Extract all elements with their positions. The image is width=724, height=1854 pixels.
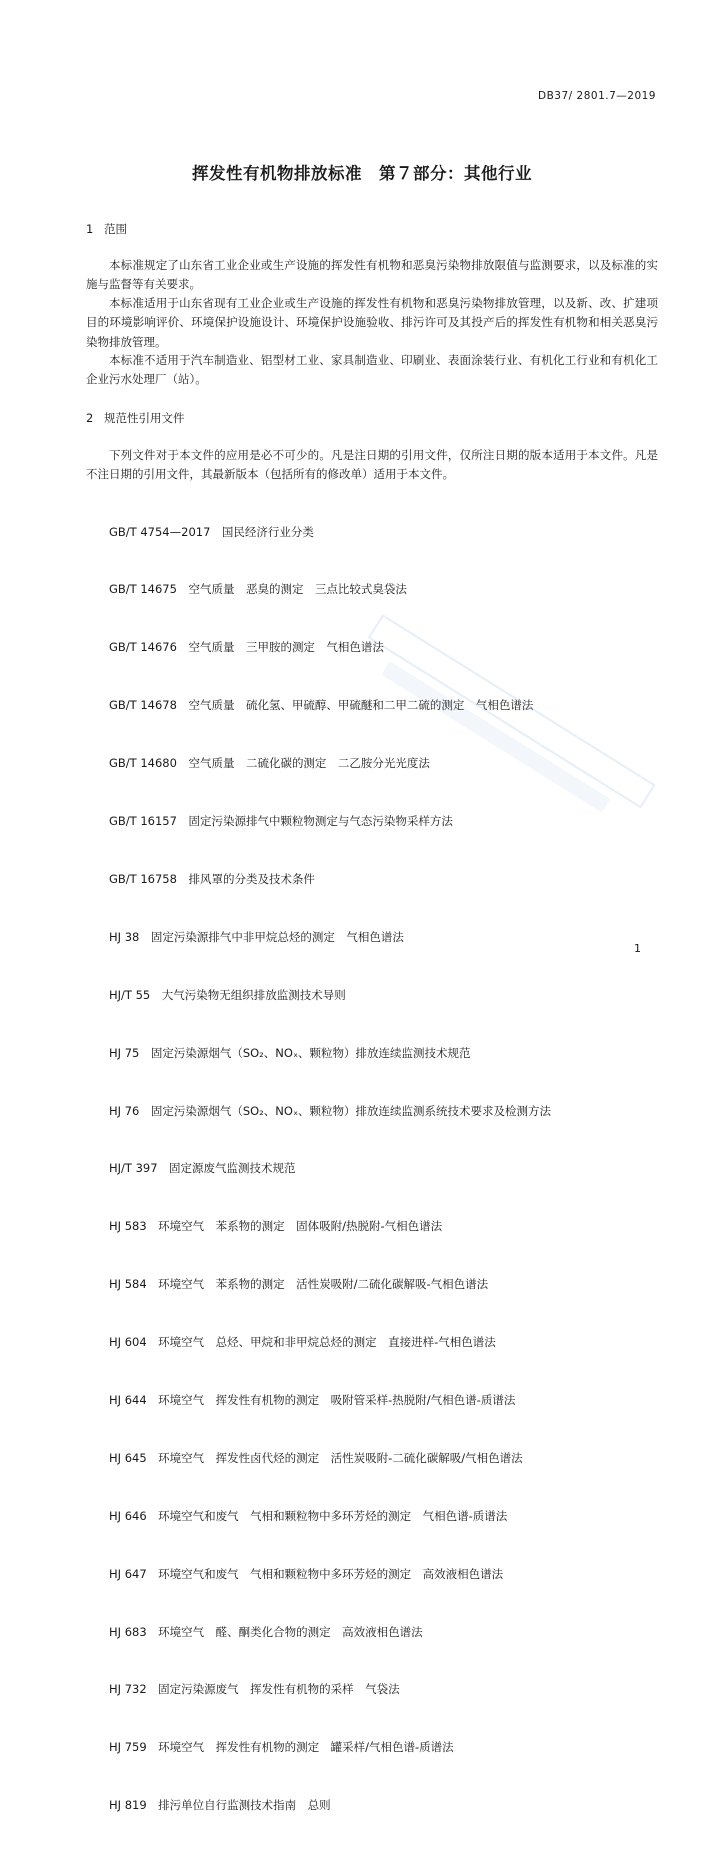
reference-item: HJ/T 397 固定源废气监测技术规范 [109, 1161, 296, 1176]
reference-item: GB/T 4754—2017 国民经济行业分类 [109, 524, 314, 539]
paragraph: 本标准适用于山东省现有工业企业或生产设施的挥发性有机物和恶臭污染物排放管理，以及新、改、扩建项目的环境影响评价、环境保护设施设计、环境保护设施验收、排污许可及其投产后的挥发性有机物和相关恶臭污染物排放管理。 [86, 296, 658, 349]
reference-item: HJ 75 固定污染源烟气（SO₂、NOₓ、颗粒物）排放连续监测技术规范 [109, 1045, 471, 1060]
reference-item: GB/T 16758 排风罩的分类及技术条件 [109, 871, 315, 886]
section-number: 1 [86, 222, 94, 236]
reference-item: HJ 583 环境空气 苯系物的测定 固体吸附/热脱附-气相色谱法 [109, 1219, 443, 1234]
reference-item: HJ 646 环境空气和废气 气相和颗粒物中多环芳烃的测定 气相色谱-质谱法 [109, 1508, 508, 1523]
reference-item: HJ 647 环境空气和废气 气相和颗粒物中多环芳烃的测定 高效液相色谱法 [109, 1566, 504, 1581]
reference-item: HJ 645 环境空气 挥发性卤代烃的测定 活性炭吸附-二硫化碳解吸/气相色谱法 [109, 1450, 523, 1465]
reference-item: GB/T 14675 空气质量 恶臭的测定 三点比较式臭袋法 [109, 582, 407, 597]
paragraph: 本标准不适用于汽车制造业、铝型材工业、家具制造业、印刷业、表面涂装行业、有机化工行业和有机化工企业污水处理厂（站）。 [86, 353, 658, 387]
reference-item: HJ 644 环境空气 挥发性有机物的测定 吸附管采样-热脱附/气相色谱-质谱法 [109, 1392, 516, 1407]
paragraph: 本标准规定了山东省工业企业或生产设施的挥发性有机物和恶臭污染物排放限值与监测要求，以及标准的实施与监督等有关要求。 [86, 258, 658, 292]
reference-item: HJ 604 环境空气 总烃、甲烷和非甲烷总烃的测定 直接进样-气相色谱法 [109, 1335, 496, 1350]
section-heading-scope [86, 221, 127, 237]
reference-item: GB/T 14680 空气质量 二硫化碳的测定 二乙胺分光光度法 [109, 756, 430, 771]
reference-item: GB/T 14678 空气质量 硫化氢、甲硫醇、甲硫醚和二甲二硫的测定 气相色谱法 [109, 698, 534, 713]
reference-item: HJ/T 55 大气污染物无组织排放监测技术导则 [109, 987, 346, 1002]
section-title: 规范性引用文件 [104, 411, 185, 425]
paragraph: 下列文件对于本文件的应用是必不可少的。凡是注日期的引用文件，仅所注日期的版本适用于本文件。凡是不注日期的引用文件，其最新版本（包括所有的修改单）适用于本文件。 [86, 448, 658, 482]
reference-item: HJ 732 固定污染源废气 挥发性有机物的采样 气袋法 [109, 1682, 400, 1697]
document-title: 挥发性有机物排放标准 第７部分：其他行业 [192, 164, 532, 183]
reference-item: GB/T 14676 空气质量 三甲胺的测定 气相色谱法 [109, 640, 384, 655]
section-number: 2 [86, 411, 94, 425]
section-heading-normative-references [86, 410, 185, 426]
reference-item: HJ 819 排污单位自行监测技术指南 总则 [109, 1798, 331, 1813]
reference-item: HJ 584 环境空气 苯系物的测定 活性炭吸附/二硫化碳解吸-气相色谱法 [109, 1277, 489, 1292]
reference-item: HJ 76 固定污染源烟气（SO₂、NOₓ、颗粒物）排放连续监测系统技术要求及检测方法 [109, 1103, 552, 1118]
section-title: 范围 [104, 222, 127, 236]
page-number: 1 [634, 942, 641, 955]
standard-code: DB37/ 2801.7—2019 [538, 90, 656, 102]
reference-item: GB/T 16157 固定污染源排气中颗粒物测定与气态污染物采样方法 [109, 814, 453, 829]
reference-item: HJ 759 环境空气 挥发性有机物的测定 罐采样/气相色谱-质谱法 [109, 1740, 454, 1755]
reference-list [109, 484, 669, 1854]
reference-item: HJ 683 环境空气 醛、酮类化合物的测定 高效液相色谱法 [109, 1624, 423, 1639]
reference-item: HJ 38 固定污染源排气中非甲烷总烃的测定 气相色谱法 [109, 929, 404, 944]
